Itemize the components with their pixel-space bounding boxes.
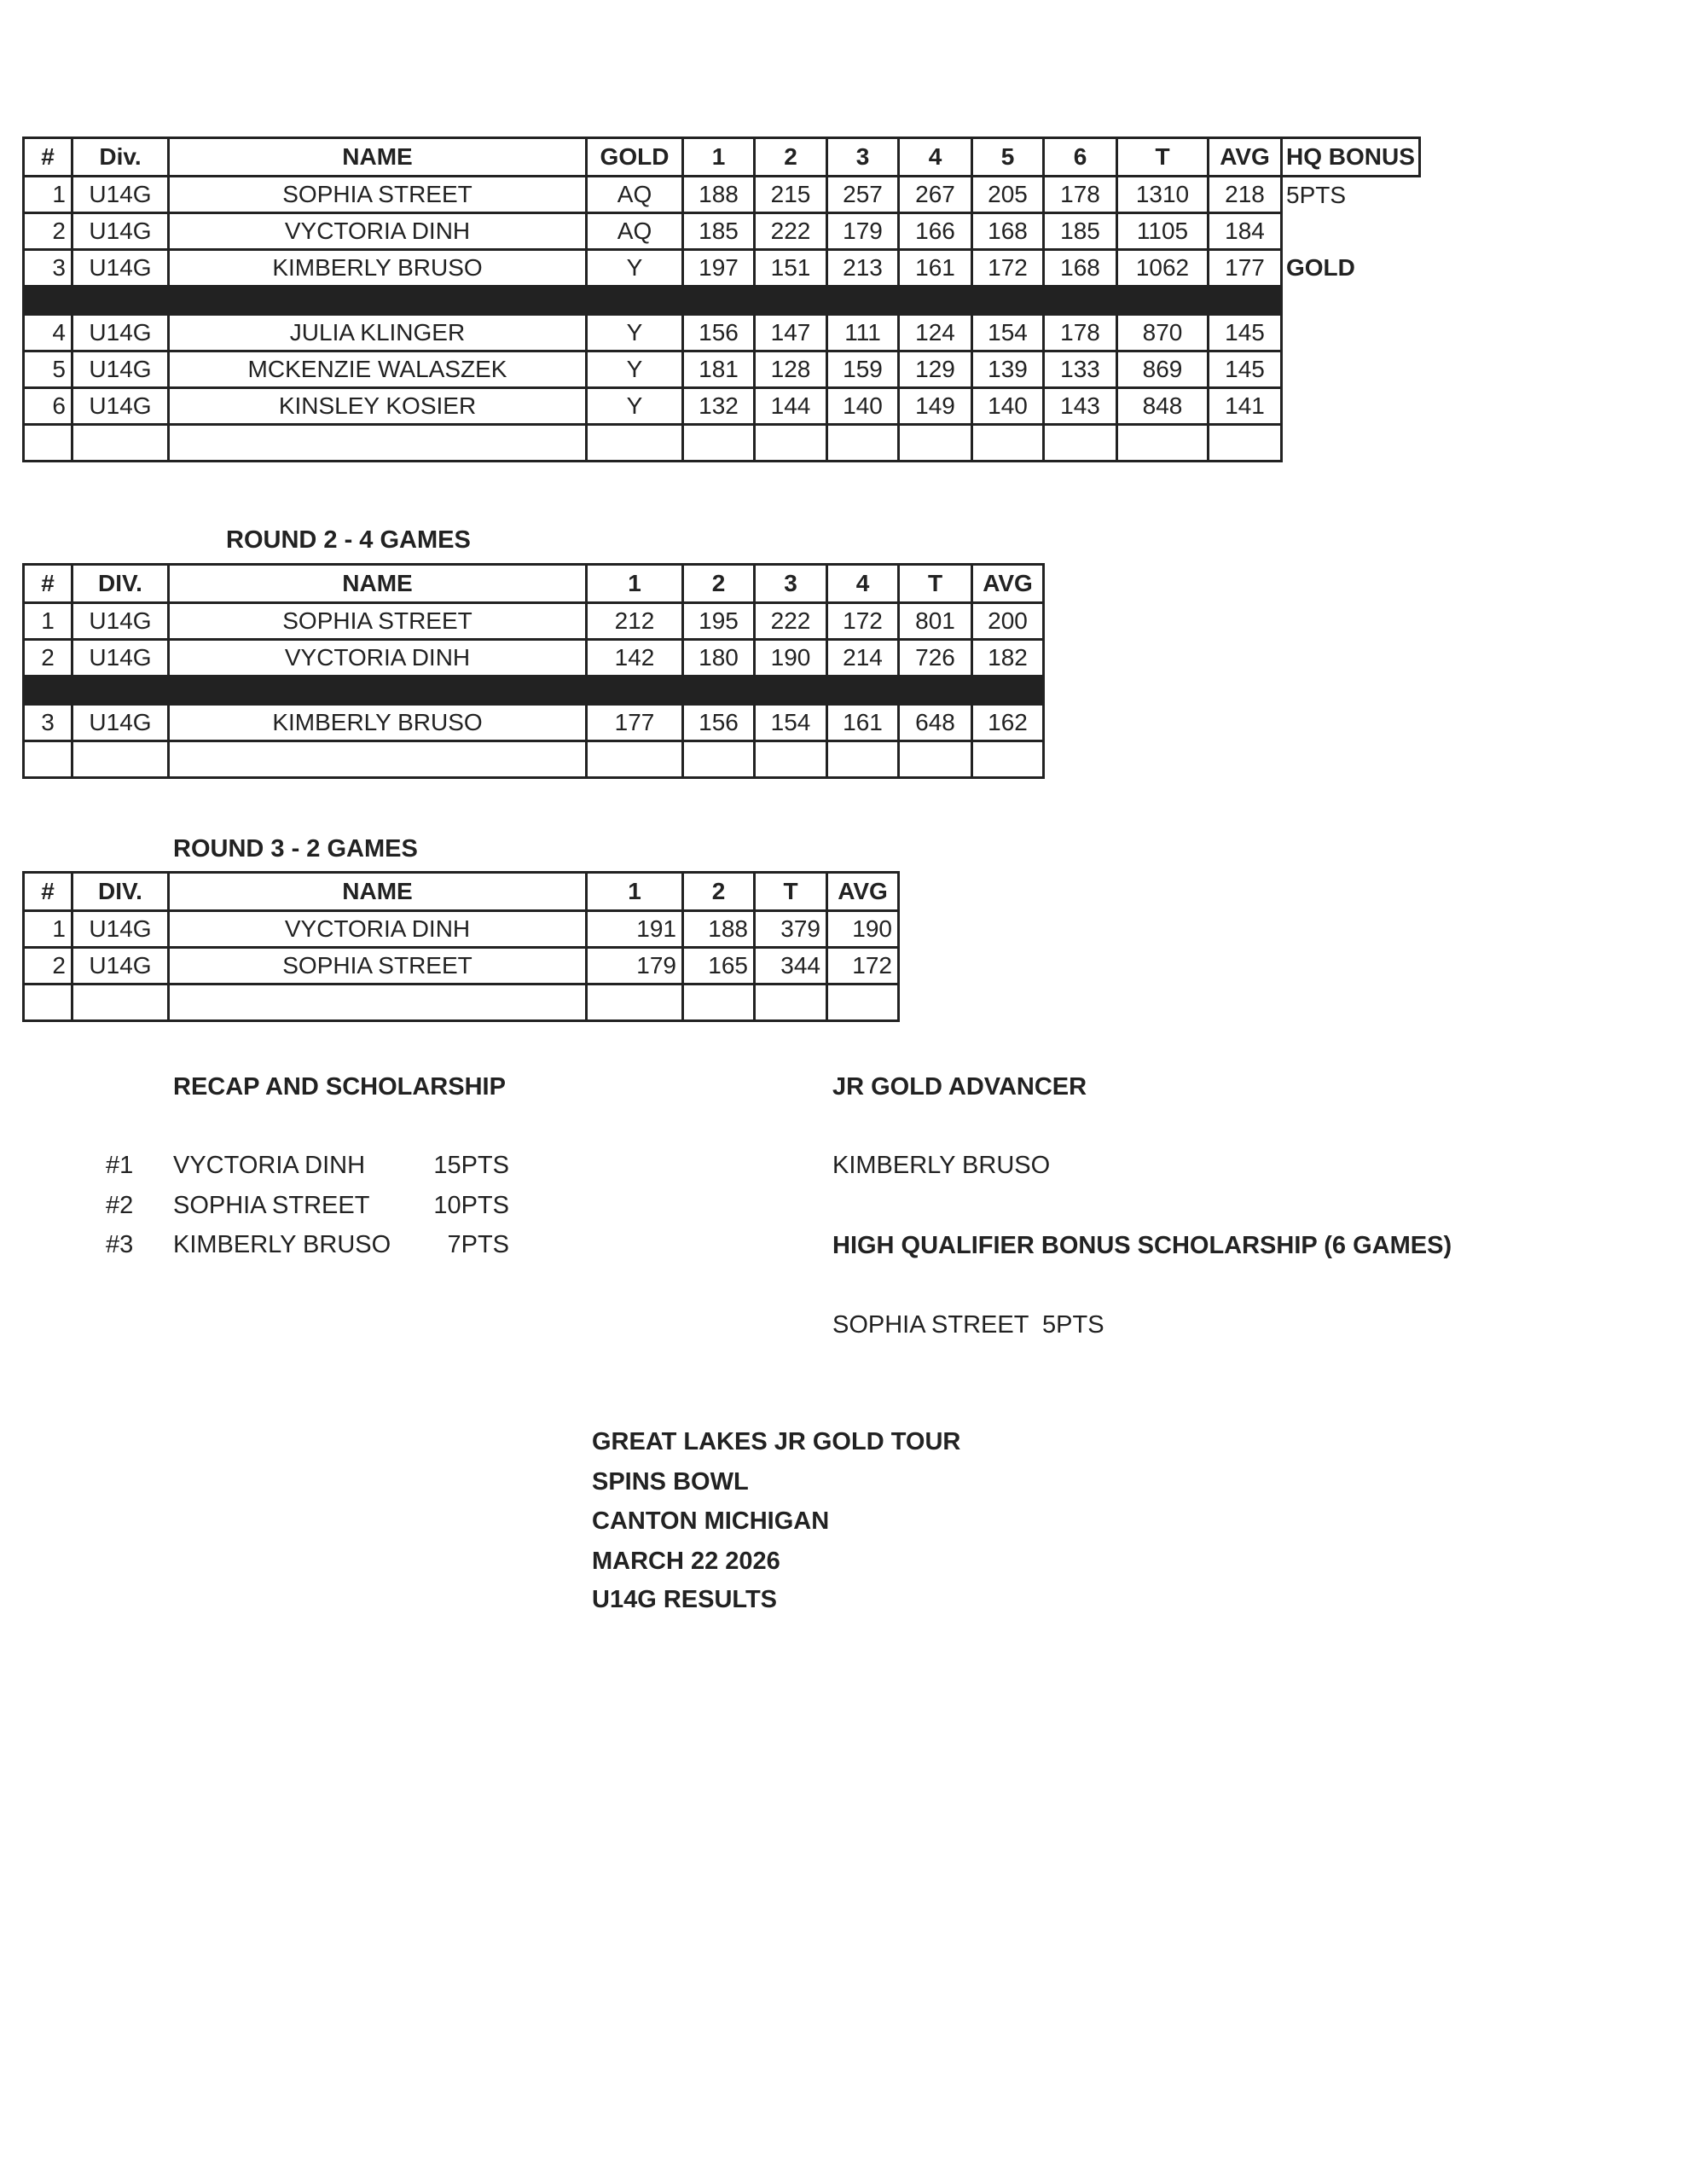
header-cell: 2 xyxy=(683,565,755,603)
header-cell: T xyxy=(755,873,827,911)
table-cell: U14G xyxy=(72,603,169,640)
separator-row xyxy=(24,677,1044,705)
table-cell: Y xyxy=(587,388,683,425)
table-cell: 222 xyxy=(755,213,827,250)
table-cell: MCKENZIE WALASZEK xyxy=(169,351,587,388)
table-cell: 140 xyxy=(827,388,899,425)
footer-line: SPINS BOWL xyxy=(592,1468,749,1496)
round2-table xyxy=(22,563,1045,779)
table-cell: 190 xyxy=(827,911,899,948)
recap-rank: #2 xyxy=(106,1192,134,1219)
header-cell: T xyxy=(899,565,972,603)
table-cell: 149 xyxy=(899,388,972,425)
table-row xyxy=(24,911,899,948)
table-cell: U14G xyxy=(72,213,169,250)
table-cell: 5PTS xyxy=(1286,181,1347,208)
table-cell: KINSLEY KOSIER xyxy=(169,388,587,425)
table-cell: 379 xyxy=(755,911,827,948)
header-cell: 5 xyxy=(972,138,1044,177)
table-cell: 141 xyxy=(1209,388,1282,425)
table-cell: 132 xyxy=(683,388,755,425)
table-cell: 267 xyxy=(899,177,972,213)
header-cell: 3 xyxy=(755,565,827,603)
table-cell: 3 xyxy=(24,705,72,741)
table-cell: 214 xyxy=(827,640,899,677)
table-cell: 151 xyxy=(755,250,827,287)
table-row xyxy=(24,351,1420,388)
table-cell xyxy=(1282,213,1420,250)
table-cell: 133 xyxy=(1044,351,1117,388)
table-cell: 5 xyxy=(24,351,72,388)
table-cell xyxy=(1282,315,1420,351)
table-cell xyxy=(827,425,899,462)
header-cell: 2 xyxy=(683,873,755,911)
table-cell: U14G xyxy=(72,351,169,388)
table-cell: 257 xyxy=(827,177,899,213)
table-cell: 129 xyxy=(899,351,972,388)
table-cell: 161 xyxy=(899,250,972,287)
table-cell: KIMBERLY BRUSO xyxy=(169,250,587,287)
table-cell: SOPHIA STREET xyxy=(169,948,587,985)
table-cell xyxy=(24,741,72,778)
table-cell: 2 xyxy=(24,213,72,250)
table-cell: 205 xyxy=(972,177,1044,213)
table-cell: 111 xyxy=(827,315,899,351)
footer-line: CANTON MICHIGAN xyxy=(592,1507,830,1535)
header-cell: DIV. xyxy=(72,873,169,911)
table-cell: 2 xyxy=(24,948,72,985)
table-cell: U14G xyxy=(72,177,169,213)
header-cell: # xyxy=(24,138,72,177)
table-cell xyxy=(24,985,72,1021)
table-cell: 143 xyxy=(1044,388,1117,425)
header-cell: GOLD xyxy=(587,138,683,177)
table-cell xyxy=(24,425,72,462)
table-cell: 200 xyxy=(972,603,1044,640)
table-cell: 124 xyxy=(899,315,972,351)
table-cell: VYCTORIA DINH xyxy=(169,911,587,948)
table-cell: U14G xyxy=(72,250,169,287)
table-cell: 344 xyxy=(755,948,827,985)
table-cell: Y xyxy=(587,351,683,388)
table-cell: VYCTORIA DINH xyxy=(169,213,587,250)
recap-pts: 15PTS xyxy=(433,1152,509,1179)
table-row xyxy=(24,177,1420,213)
table-cell xyxy=(683,985,755,1021)
advancer-title: JR GOLD ADVANCER xyxy=(832,1073,1087,1101)
header-row xyxy=(24,565,1044,603)
table-cell: 1 xyxy=(24,603,72,640)
table-cell: 179 xyxy=(827,213,899,250)
table-row xyxy=(24,425,1420,462)
table-cell: U14G xyxy=(72,948,169,985)
table-cell xyxy=(587,985,683,1021)
table-cell xyxy=(899,741,972,778)
table-row xyxy=(24,741,1044,778)
table-cell: 168 xyxy=(972,213,1044,250)
table-cell: 190 xyxy=(755,640,827,677)
table-cell xyxy=(1044,425,1117,462)
table-cell: 179 xyxy=(587,948,683,985)
table-cell: 218 xyxy=(1209,177,1282,213)
table-cell: 222 xyxy=(755,603,827,640)
table-cell xyxy=(683,741,755,778)
table-cell: U14G xyxy=(72,315,169,351)
footer-line: MARCH 22 2026 xyxy=(592,1548,780,1575)
round2-title: ROUND 2 - 4 GAMES xyxy=(226,526,471,554)
table-cell: 145 xyxy=(1209,315,1282,351)
table-cell: 139 xyxy=(972,351,1044,388)
recap-rank: #1 xyxy=(106,1152,134,1179)
table-cell xyxy=(827,985,899,1021)
header-cell: # xyxy=(24,873,72,911)
table-cell: 3 xyxy=(24,250,72,287)
header-cell: 1 xyxy=(587,565,683,603)
table-cell xyxy=(972,425,1044,462)
table-cell: 197 xyxy=(683,250,755,287)
round3-title: ROUND 3 - 2 GAMES xyxy=(173,835,418,863)
table-row xyxy=(24,250,1420,287)
table-cell xyxy=(1282,351,1420,388)
table-cell: 156 xyxy=(683,315,755,351)
table-cell: 184 xyxy=(1209,213,1282,250)
table-cell: 848 xyxy=(1117,388,1209,425)
header-cell: 1 xyxy=(683,138,755,177)
header-cell: T xyxy=(1117,138,1209,177)
table-row xyxy=(24,640,1044,677)
table-cell: VYCTORIA DINH xyxy=(169,640,587,677)
table-cell xyxy=(683,425,755,462)
recap-rank: #3 xyxy=(106,1231,134,1258)
table-cell: 195 xyxy=(683,603,755,640)
table-cell: GOLD xyxy=(1286,254,1355,281)
table-row xyxy=(24,985,899,1021)
header-cell: 2 xyxy=(755,138,827,177)
separator-row xyxy=(24,287,1420,315)
header-cell: DIV. xyxy=(72,565,169,603)
empty-cell xyxy=(1282,287,1420,315)
table-cell xyxy=(169,425,587,462)
recap-name: SOPHIA STREET xyxy=(173,1192,370,1219)
table-row xyxy=(24,705,1044,741)
table-cell xyxy=(827,741,899,778)
table-cell: 154 xyxy=(755,705,827,741)
table-cell xyxy=(1282,425,1420,462)
table-cell: U14G xyxy=(72,640,169,677)
table-cell: 156 xyxy=(683,705,755,741)
table-cell: 185 xyxy=(683,213,755,250)
table-cell: 6 xyxy=(24,388,72,425)
advancer-name: KIMBERLY BRUSO xyxy=(832,1152,1051,1179)
table-cell: 213 xyxy=(827,250,899,287)
table-cell: 191 xyxy=(587,911,683,948)
table-cell: 212 xyxy=(587,603,683,640)
table-cell xyxy=(972,741,1044,778)
table-cell: KIMBERLY BRUSO xyxy=(169,705,587,741)
table-cell xyxy=(169,741,587,778)
table-row xyxy=(24,315,1420,351)
table-cell: 161 xyxy=(827,705,899,741)
table-cell: 162 xyxy=(972,705,1044,741)
table-cell: 154 xyxy=(972,315,1044,351)
table-cell xyxy=(1209,425,1282,462)
table-cell: 1105 xyxy=(1117,213,1209,250)
table-cell xyxy=(72,741,169,778)
header-cell: AVG xyxy=(827,873,899,911)
table-cell: 1 xyxy=(24,911,72,948)
header-cell: AVG xyxy=(1209,138,1282,177)
table-cell xyxy=(899,425,972,462)
table-cell xyxy=(755,985,827,1021)
header-cell: 4 xyxy=(899,138,972,177)
table-cell: 180 xyxy=(683,640,755,677)
recap-pts: 10PTS xyxy=(433,1192,509,1219)
recap-pts: 7PTS xyxy=(447,1231,509,1258)
table-cell: 172 xyxy=(827,603,899,640)
table-cell: 181 xyxy=(683,351,755,388)
table-cell: 178 xyxy=(1044,315,1117,351)
table-cell xyxy=(72,985,169,1021)
header-cell: Div. xyxy=(72,138,169,177)
recap-name: KIMBERLY BRUSO xyxy=(173,1231,391,1258)
table-cell xyxy=(1282,388,1420,425)
table-cell: 869 xyxy=(1117,351,1209,388)
hq-bonus-text: SOPHIA STREET 5PTS xyxy=(832,1311,1104,1339)
table-cell: JULIA KLINGER xyxy=(169,315,587,351)
table-cell xyxy=(587,741,683,778)
recap-title: RECAP AND SCHOLARSHIP xyxy=(173,1073,506,1101)
header-cell: HQ BONUS xyxy=(1282,138,1420,177)
footer-line: U14G RESULTS xyxy=(592,1586,778,1613)
round1-table xyxy=(22,136,1421,462)
table-cell: 166 xyxy=(899,213,972,250)
separator-bar xyxy=(24,287,1282,315)
table-cell: 870 xyxy=(1117,315,1209,351)
header-row xyxy=(24,873,899,911)
header-cell: # xyxy=(24,565,72,603)
header-row xyxy=(24,138,1420,177)
table-cell xyxy=(1117,425,1209,462)
header-cell: 6 xyxy=(1044,138,1117,177)
table-cell: 182 xyxy=(972,640,1044,677)
header-cell: NAME xyxy=(169,138,587,177)
table-cell xyxy=(755,741,827,778)
table-row xyxy=(24,603,1044,640)
table-cell: AQ xyxy=(587,177,683,213)
table-cell: 172 xyxy=(827,948,899,985)
table-cell: 168 xyxy=(1044,250,1117,287)
table-cell: 128 xyxy=(755,351,827,388)
table-row xyxy=(24,213,1420,250)
table-cell: 185 xyxy=(1044,213,1117,250)
table-cell: 188 xyxy=(683,177,755,213)
round3-table xyxy=(22,871,900,1022)
header-cell: 3 xyxy=(827,138,899,177)
table-cell xyxy=(72,425,169,462)
table-cell: 801 xyxy=(899,603,972,640)
table-cell: 726 xyxy=(899,640,972,677)
table-cell: U14G xyxy=(72,911,169,948)
separator-bar xyxy=(24,677,1044,705)
table-cell xyxy=(587,425,683,462)
footer-line: GREAT LAKES JR GOLD TOUR xyxy=(592,1428,961,1455)
table-cell: 648 xyxy=(899,705,972,741)
table-cell: 144 xyxy=(755,388,827,425)
table-cell: 1310 xyxy=(1117,177,1209,213)
table-cell: 215 xyxy=(755,177,827,213)
table-cell: 140 xyxy=(972,388,1044,425)
header-cell: AVG xyxy=(972,565,1044,603)
table-cell: 1 xyxy=(24,177,72,213)
header-cell: NAME xyxy=(169,565,587,603)
hq-bonus-title: HIGH QUALIFIER BONUS SCHOLARSHIP (6 GAMES) xyxy=(832,1232,1452,1259)
table-cell: 142 xyxy=(587,640,683,677)
table-cell: 178 xyxy=(1044,177,1117,213)
header-cell: 4 xyxy=(827,565,899,603)
table-cell: 177 xyxy=(587,705,683,741)
table-cell xyxy=(169,985,587,1021)
table-cell xyxy=(755,425,827,462)
table-cell: 159 xyxy=(827,351,899,388)
table-row xyxy=(24,388,1420,425)
table-cell: SOPHIA STREET xyxy=(169,603,587,640)
table-cell: Y xyxy=(587,250,683,287)
table-cell: SOPHIA STREET xyxy=(169,177,587,213)
table-cell: Y xyxy=(587,315,683,351)
recap-name: VYCTORIA DINH xyxy=(173,1152,366,1179)
header-cell: NAME xyxy=(169,873,587,911)
table-row xyxy=(24,948,899,985)
table-cell: 188 xyxy=(683,911,755,948)
table-cell: 172 xyxy=(972,250,1044,287)
table-cell: 145 xyxy=(1209,351,1282,388)
header-cell: 1 xyxy=(587,873,683,911)
table-cell: 177 xyxy=(1209,250,1282,287)
table-cell: 147 xyxy=(755,315,827,351)
table-cell: 2 xyxy=(24,640,72,677)
table-cell: 4 xyxy=(24,315,72,351)
table-cell: AQ xyxy=(587,213,683,250)
table-cell: 1062 xyxy=(1117,250,1209,287)
table-cell: U14G xyxy=(72,388,169,425)
table-cell: 165 xyxy=(683,948,755,985)
table-cell: U14G xyxy=(72,705,169,741)
